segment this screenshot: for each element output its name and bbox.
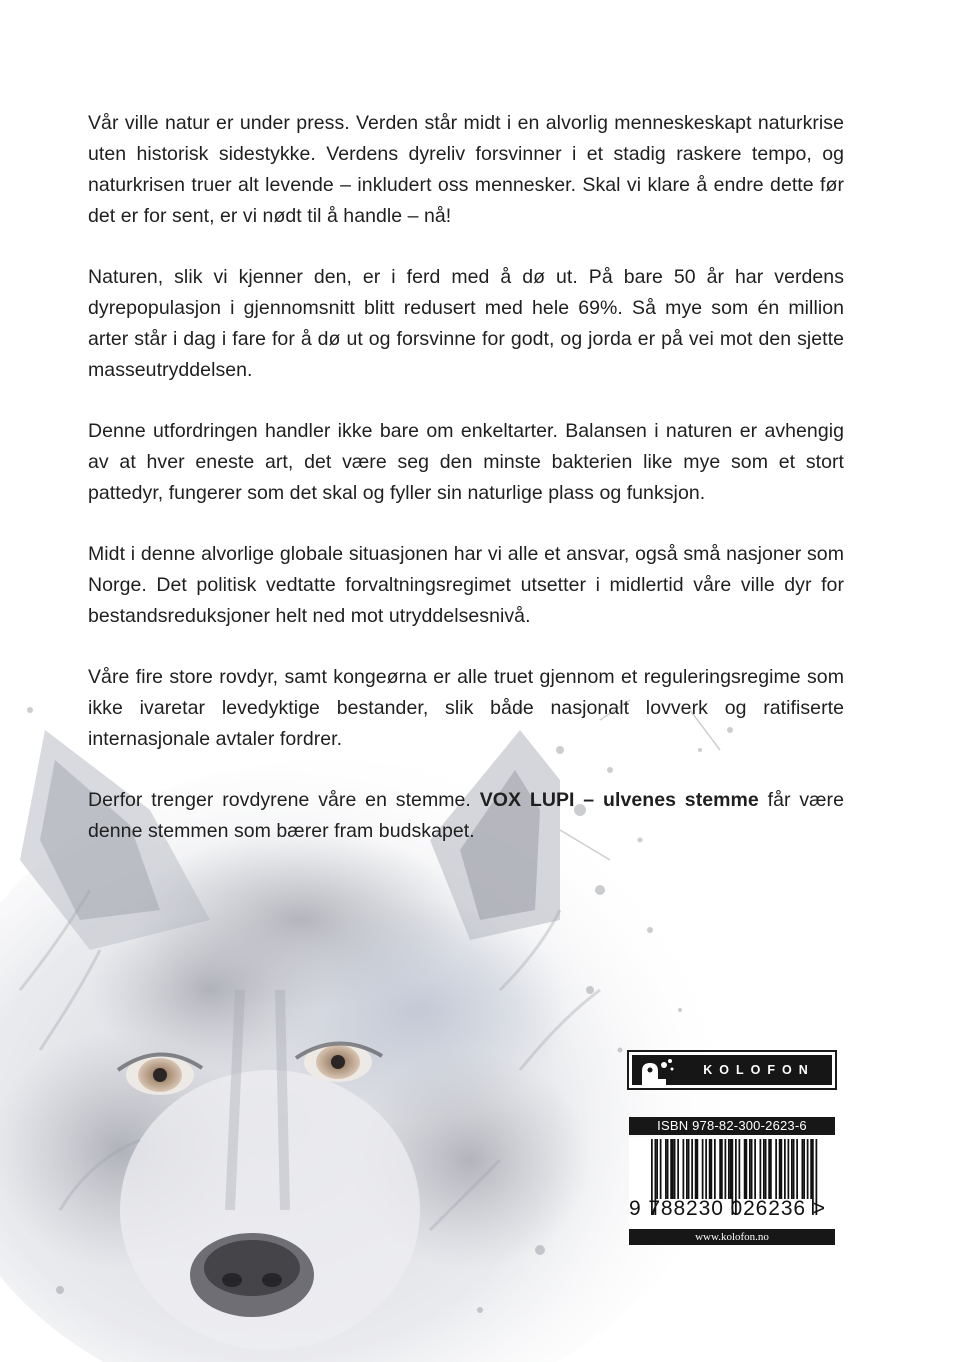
publisher-name: KOLOFON [703, 1063, 815, 1077]
paragraph-1: Vår ville natur er under press. Verden står midt i en alvorlig menneskeskapt naturkrise uten historisk sidestykke. Verdens dyreliv forsvinner i et stadig raskere tempo, og naturkrisen truer alt levende – inkludert oss mennesker. Skal vi klare å endre dette før det er for sent, er vi nødt til å handle – nå! [88, 112, 844, 227]
paragraph-4: Midt i denne alvorlige globale situasjonen har vi alle et ansvar, også små nasjoner som Norge. Det politisk vedtatte forvaltningsregimet utsetter i midlertid våre ville dyr for bestandsreduksjoner helt ned mot utryddelsesnivå. [88, 543, 844, 627]
book-title-emphasis: VOX LUPI – ulvenes stemme [479, 789, 759, 811]
body-text [88, 108, 844, 877]
isbn-label: ISBN 978-82-300-2623-6 [629, 1117, 835, 1135]
paragraph-3: Denne utfordringen handler ikke bare om enkeltarter. Balansen i naturen er avhengig av at hver eneste art, det være seg den minste bakterien like mye som et stort pattedyr, fungerer som det skal og fyller sin naturlige plass og funksjon. [88, 420, 844, 504]
kolofon-logo [627, 1050, 837, 1090]
barcode-digits: 9 788230 026236 > [629, 1197, 826, 1220]
bird-logo-icon [636, 1057, 676, 1087]
paragraph-6 [88, 785, 844, 847]
paragraph-5: Våre fire store rovdyr, samt kongeørna er alle truet gjennom et reguleringsregime som ikke ivaretar levedyktige bestander, slik både nasjonalt lovverk og ratifiserte internasjonale avtaler fordrer. [88, 666, 844, 750]
publisher-website: www.kolofon.no [629, 1229, 835, 1245]
barcode [629, 1137, 835, 1243]
paragraph-2: Naturen, slik vi kjenner den, er i ferd med å dø ut. På bare 50 år har verdens dyrepopulasjon i gjennomsnitt blitt redusert med hele 69%. Så mye som én million arter står i dag i fare for å dø ut og forsvinne for godt, og jorda er på vei mot den sjette masseutryddelsen. [88, 266, 844, 381]
isbn-barcode-block [629, 1117, 835, 1245]
paragraph-6-text-end: får være denne stemmen som bærer fram budskapet. [88, 789, 844, 842]
paragraph-6-text: Derfor trenger rovdyrene våre en stemme. [88, 789, 480, 811]
